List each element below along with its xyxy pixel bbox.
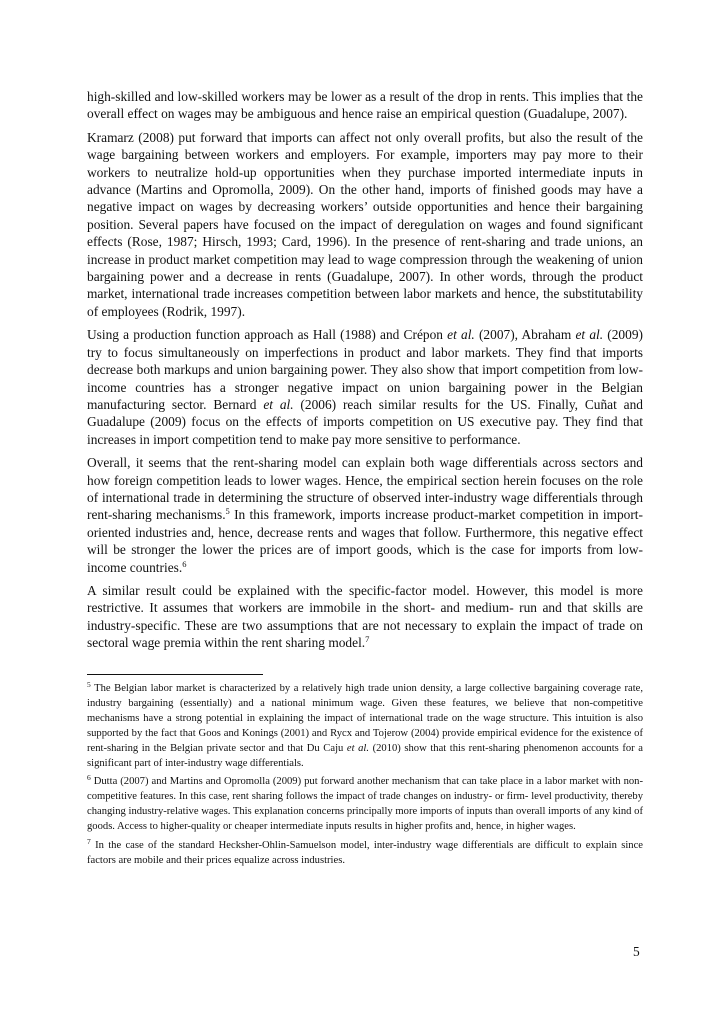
footnote: [87, 681, 643, 772]
body-paragraph: [87, 582, 643, 652]
footnote-number: 5: [87, 679, 91, 689]
italic-text: et al.: [346, 742, 369, 754]
text-run: In this framework, imports increase product-market competition in import-oriented industries and, hence, decrease rents and wages that follow. Furthermore, this negative effect will be stronger the lower the prices are of import goods, which is the case for imports from low-income countries.: [87, 507, 643, 575]
footnote: [87, 838, 643, 868]
italic-text: et al.: [447, 327, 475, 343]
text-run: The Belgian labor market is characterized by a relatively high trade union density, a large collective bargaining coverage rate, industry bargaining (essentially) and a national minimum wage. Given these features, we believe that non-competitive mechanisms have a strong potential in explaining the impact of international trade on the wage structure. This intuition is also supported by the fact that Goos and Konings (2001) and Rycx and Tojerow (2004) provide empirical evidence for the existence of rent-sharing in the Belgian private sector and that Du Caju: [87, 682, 643, 754]
footnote-separator: [87, 674, 263, 675]
body-paragraph: [87, 454, 643, 576]
text-run: Kramarz (2008) put forward that imports can affect not only overall profits, but also the result of the wage bargaining between workers and employers. For example, importers may pay more to their workers to neutralize hold-up opportunities when they purchase imported intermediate inputs in advance (Martins and Opromolla, 2009). On the other hand, imports of finished goods may have a negative impact on wages by decreasing workers’ outside opportunities and hence their bargaining position. Several papers have focused on the impact of deregulation on wages and found significant effects (Rose, 1987; Hirsch, 1993; Card, 1996). In the presence of rent-sharing and trade unions, an increase in product market competition may lead to wage compression through the weakening of union bargaining power and a decrease in rents (Guadalupe, 2007). In other words, through the product market, international trade increases competition between labor markets and hence, the substitutability of employees (Rodrik, 1997).: [87, 129, 643, 319]
body-paragraph: [87, 326, 643, 448]
text-run: Using a production function approach as Hall (1988) and Crépon: [87, 327, 448, 343]
italic-text: et al.: [575, 327, 604, 343]
footnote-reference: 7: [365, 634, 370, 645]
text-run: Overall, it seems that the rent-sharing model can explain both wage differentials across sectors and how foreign competition leads to lower wages. Hence, the empirical section herein focuses on the role of international trade in determining the structure of observed inter-industry wage differentials through rent-sharing mechanisms.: [87, 455, 643, 523]
footnote-number: 7: [87, 836, 91, 846]
body-paragraph: [87, 88, 643, 123]
text-run: A similar result could be explained with the specific-factor model. However, this model is more restrictive. It assumes that workers are immobile in the short- and medium- run and that skills are industry-specific. These are two assumptions that are not necessary to explain the impact of trade on sectoral wage premia within the rent sharing model.: [87, 582, 643, 651]
document-page: [87, 88, 643, 871]
text-run: (2006) reach similar results for the US. Finally, Cuñat and Guadalupe (2009) focus on the effects of imports competition on US executive pay. They find that increases in import competition tend to make pay more sensitive to performance.: [87, 396, 643, 447]
text-run: Dutta (2007) and Martins and Opromolla (2009) put forward another mechanism that can take place in a labor market with non-competitive features. In this case, rent sharing follows the impact of trade changes on industry- or firm- level productivity, thereby changing industry-relative wages. This explanation concerns principally more imports of inputs than overall imports of any kind of goods. Access to higher-quality or cheaper intermediate inputs results in higher profits and, hence, in higher wages.: [87, 776, 643, 833]
footnote-number: 6: [87, 773, 91, 783]
footnote: [87, 774, 643, 834]
italic-text: et al.: [263, 396, 294, 412]
text-run: (2009) try to focus simultaneously on imperfections in product and labor markets. They find that imports decrease both markups and union bargaining power. They also show that import competition from low-income countries has a stronger negative impact on union bargaining power in the Belgian manufacturing sector. Bernard: [87, 327, 643, 412]
body-paragraph: [87, 129, 643, 320]
page-number: 5: [633, 944, 640, 959]
text-run: (2010) show that this rent-sharing phenomenon accounts for a significant part of inter-industry wage differentials.: [87, 742, 643, 770]
footnote-reference: 6: [182, 558, 187, 569]
text-run: high-skilled and low-skilled workers may be lower as a result of the drop in rents. This implies that the overall effect on wages may be ambiguous and hence raise an empirical question (Guadalupe, 2007).: [87, 89, 643, 122]
text-run: In the case of the standard Hecksher-Ohlin-Samuelson model, inter-industry wage differentials are difficult to explain since factors are mobile and their prices equalize across industries.: [87, 839, 643, 866]
footnote-reference: 5: [225, 506, 230, 517]
footnotes-section: [87, 681, 643, 868]
body-text: [87, 88, 643, 652]
text-run: (2007), Abraham: [474, 327, 576, 343]
